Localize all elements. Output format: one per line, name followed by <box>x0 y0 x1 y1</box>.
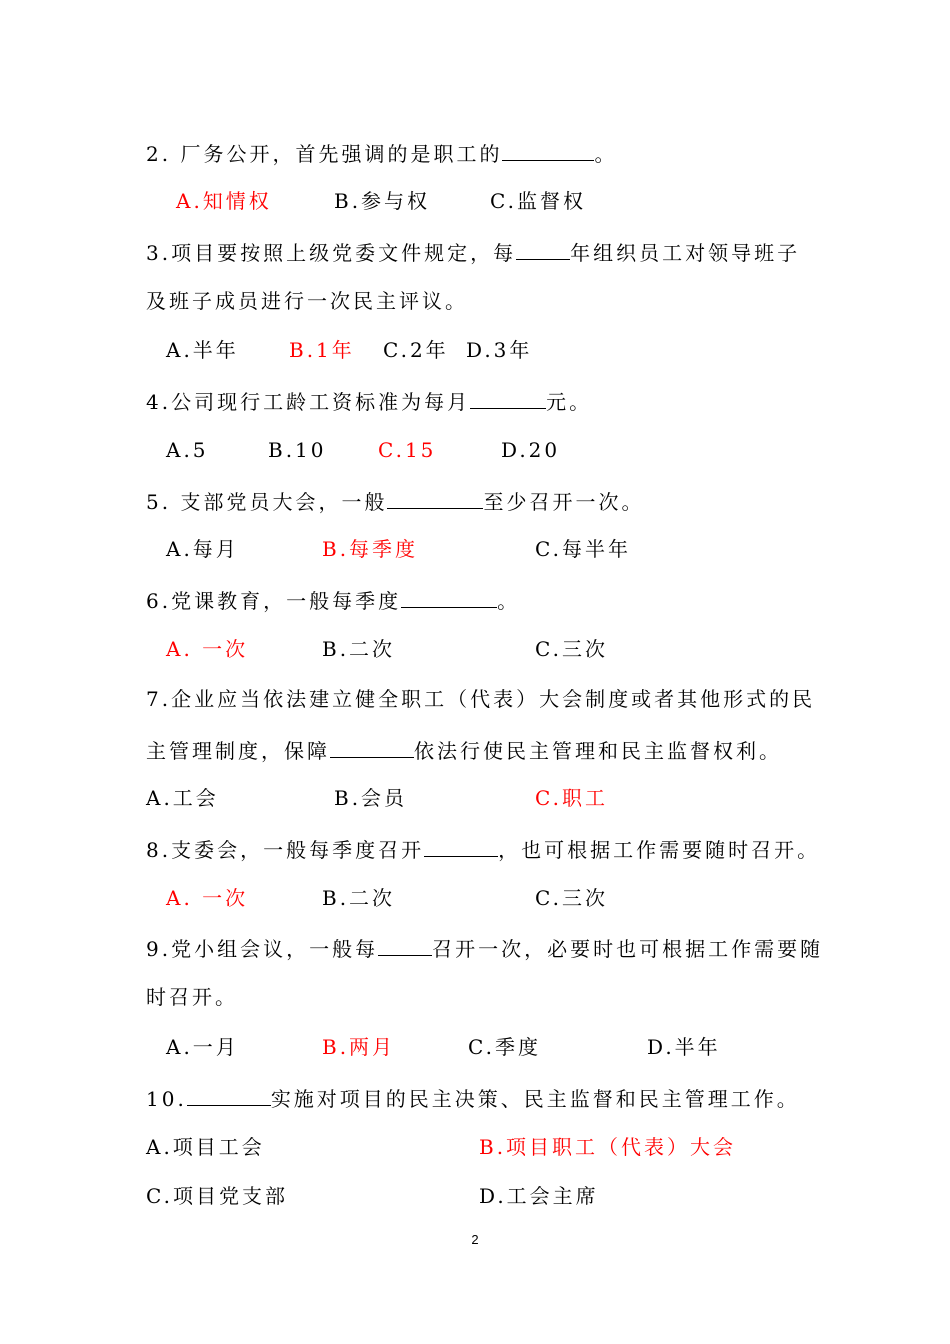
option-2c: C.监督权 <box>490 189 586 213</box>
question-7: 7.企业应当依法建立健全职工（代表）大会制度或者其他形式的民 <box>146 687 816 711</box>
question-8: 8.支委会，一般每季度召开 ，也可根据工作需要随时召开。 <box>146 838 821 862</box>
answer-blank <box>470 390 546 409</box>
answer-blank <box>424 838 498 857</box>
question-6: 6.党课教育，一般每季度 。 <box>146 589 521 613</box>
question-7-cont: 主管理制度，保障 依法行使民主管理和民主监督权利。 <box>146 739 782 763</box>
option-4d: D.20 <box>501 438 561 462</box>
question-4: 4.公司现行工龄工资标准为每月 元。 <box>146 390 593 414</box>
question-5: 5. 支部党员大会，一般 至少召开一次。 <box>146 490 645 514</box>
option-4a: A.5 <box>166 438 209 462</box>
option-5c: C.每半年 <box>535 537 631 561</box>
answer-blank <box>502 142 594 161</box>
option-6b: B.二次 <box>322 637 396 661</box>
option-8c: C.三次 <box>535 886 608 910</box>
question-2: 2. 厂务公开，首先强调的是职工的 。 <box>146 142 618 166</box>
answer-blank <box>187 1087 271 1106</box>
option-8b: B.二次 <box>322 886 396 910</box>
question-10: 10. 实施对项目的民主决策、民主监督和民主管理工作。 <box>146 1087 800 1111</box>
option-3b: B.1年 <box>289 338 355 362</box>
question-9-cont: 时召开。 <box>146 985 238 1009</box>
option-10d: D.工会主席 <box>479 1184 599 1208</box>
option-9a: A.一月 <box>166 1035 239 1059</box>
option-7a: A.工会 <box>146 786 219 810</box>
option-9c: C.季度 <box>468 1035 541 1059</box>
option-4b: B.10 <box>268 438 327 462</box>
answer-blank <box>378 937 432 956</box>
question-9: 9.党小组会议，一般每 召开一次，必要时也可根据工作需要随 <box>146 937 824 961</box>
option-5b: B.每季度 <box>322 537 419 561</box>
option-8a: A. 一次 <box>166 886 249 910</box>
option-3a: A.半年 <box>166 338 239 362</box>
option-7c: C.职工 <box>535 786 608 810</box>
option-5a: A.每月 <box>166 537 239 561</box>
question-3: 3.项目要按照上级党委文件规定，每 年组织员工对领导班子 <box>146 241 801 265</box>
option-6a: A. 一次 <box>166 637 249 661</box>
option-2b: B.参与权 <box>334 189 431 213</box>
option-4c: C.15 <box>378 438 437 462</box>
option-6c: C.三次 <box>535 637 608 661</box>
option-3c: C.2年 <box>383 338 449 362</box>
option-10a: A.项目工会 <box>146 1135 265 1159</box>
option-10c: C.项目党支部 <box>146 1184 288 1208</box>
option-2a: A.知情权 <box>176 189 272 213</box>
option-9b: B.两月 <box>322 1035 396 1059</box>
answer-blank <box>387 490 483 509</box>
answer-blank <box>401 589 497 608</box>
option-3d: D.3年 <box>466 338 533 362</box>
option-7b: B.会员 <box>334 786 408 810</box>
page-number: 2 <box>471 1232 479 1247</box>
answer-blank <box>330 739 414 758</box>
question-3-cont: 及班子成员进行一次民主评议。 <box>146 289 468 313</box>
option-9d: D.半年 <box>647 1035 721 1059</box>
answer-blank <box>516 241 570 260</box>
option-10b: B.项目职工（代表）大会 <box>479 1135 737 1159</box>
